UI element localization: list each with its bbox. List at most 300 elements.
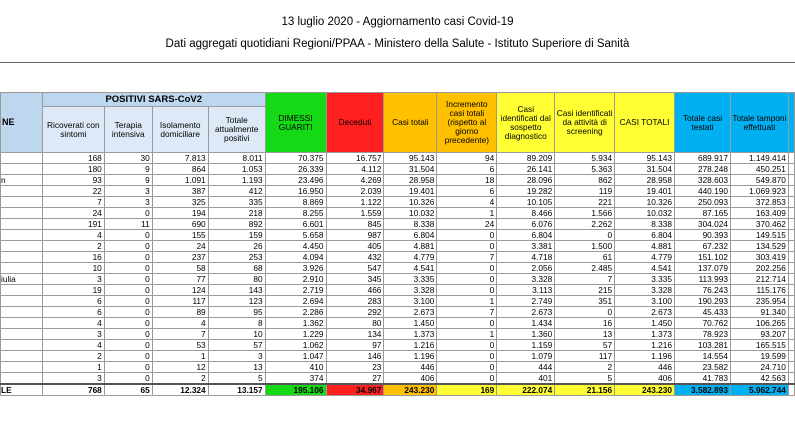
value-cell: 149.515	[730, 230, 788, 241]
value-cell: 2.673	[384, 307, 437, 318]
value-cell: 283	[326, 296, 384, 307]
region-cell	[1, 285, 43, 296]
table-row	[1, 362, 795, 373]
value-cell: 6	[42, 296, 104, 307]
value-cell: 0	[104, 285, 152, 296]
value-cell: 10	[42, 263, 104, 274]
value-cell: 2.286	[265, 307, 326, 318]
value-cell: 42.563	[730, 373, 788, 385]
header-casi-totali-2: CASI TOTALI	[615, 93, 675, 153]
value-cell: 146	[326, 351, 384, 362]
table-row	[1, 186, 795, 197]
value-cell: 0	[104, 230, 152, 241]
value-cell: 444	[497, 362, 555, 373]
value-cell: 1.196	[615, 351, 675, 362]
value-cell: 2.694	[265, 296, 326, 307]
value-cell: 278.248	[675, 164, 731, 175]
value-cell: 14.554	[675, 351, 731, 362]
cut-off-cell	[788, 296, 794, 307]
value-cell: 1	[437, 329, 497, 340]
value-cell: 4	[152, 318, 208, 329]
value-cell: 2	[42, 351, 104, 362]
value-cell: 3.335	[384, 274, 437, 285]
value-cell: 0	[555, 307, 615, 318]
region-cell: iulia	[1, 274, 43, 285]
value-cell: 446	[615, 362, 675, 373]
value-cell: 10.105	[497, 197, 555, 208]
value-cell: 237	[152, 252, 208, 263]
value-cell: 155	[152, 230, 208, 241]
table-row	[1, 274, 795, 285]
value-cell: 215	[555, 285, 615, 296]
cut-off-cell	[788, 384, 794, 396]
total-cell: 222.074	[497, 384, 555, 396]
value-cell: 6.804	[384, 230, 437, 241]
value-cell: 16.757	[326, 153, 384, 164]
value-cell: 61	[555, 252, 615, 263]
table-row	[1, 219, 795, 230]
value-cell: 5	[555, 373, 615, 385]
total-cell: 12.324	[152, 384, 208, 396]
value-cell: 0	[104, 274, 152, 285]
value-cell: 0	[437, 373, 497, 385]
value-cell: 406	[384, 373, 437, 385]
value-cell: 8.338	[615, 219, 675, 230]
cut-off-cell	[788, 230, 794, 241]
table-row	[1, 340, 795, 351]
header-sospetto: Casi identificati dal sospetto diagnostico	[497, 93, 555, 153]
cut-off-cell	[788, 307, 794, 318]
value-cell: 1.229	[265, 329, 326, 340]
value-cell: 103.281	[675, 340, 731, 351]
total-cell: 13.157	[208, 384, 265, 396]
value-cell: 1.360	[497, 329, 555, 340]
value-cell: 194	[152, 208, 208, 219]
value-cell: 1.159	[497, 340, 555, 351]
value-cell: 24	[437, 219, 497, 230]
region-cell	[1, 307, 43, 318]
value-cell: 4	[42, 318, 104, 329]
value-cell: 106.265	[730, 318, 788, 329]
value-cell: 8.011	[208, 153, 265, 164]
value-cell: 190.293	[675, 296, 731, 307]
value-cell: 3.113	[497, 285, 555, 296]
value-cell: 23	[326, 362, 384, 373]
total-cell: 243.230	[384, 384, 437, 396]
value-cell: 19	[42, 285, 104, 296]
value-cell: 70.762	[675, 318, 731, 329]
value-cell: 1.047	[265, 351, 326, 362]
value-cell: 406	[615, 373, 675, 385]
value-cell: 89	[152, 307, 208, 318]
value-cell: 22	[42, 186, 104, 197]
region-cell	[1, 197, 43, 208]
region-cell	[1, 351, 43, 362]
cut-off-cell	[788, 153, 794, 164]
value-cell: 87.165	[675, 208, 731, 219]
value-cell: 440.190	[675, 186, 731, 197]
value-cell: 26	[208, 241, 265, 252]
value-cell: 0	[437, 263, 497, 274]
value-cell: 134.529	[730, 241, 788, 252]
value-cell: 0	[437, 241, 497, 252]
value-cell: 26.141	[497, 164, 555, 175]
value-cell: 862	[555, 175, 615, 186]
value-cell: 0	[104, 307, 152, 318]
value-cell: 5	[208, 373, 265, 385]
value-cell: 0	[104, 362, 152, 373]
value-cell: 0	[555, 230, 615, 241]
table-row	[1, 373, 795, 385]
value-cell: 24	[42, 208, 104, 219]
value-cell: 151.102	[675, 252, 731, 263]
value-cell: 7	[152, 329, 208, 340]
value-cell: 3.335	[615, 274, 675, 285]
value-cell: 3	[42, 373, 104, 385]
value-cell: 864	[152, 164, 208, 175]
cut-off-cell	[788, 285, 794, 296]
table-row	[1, 252, 795, 263]
value-cell: 690	[152, 219, 208, 230]
cut-off-cell	[788, 329, 794, 340]
table-row	[1, 241, 795, 252]
value-cell: 31.504	[384, 164, 437, 175]
cut-off-cell	[788, 318, 794, 329]
value-cell: 28.096	[497, 175, 555, 186]
region-cell	[1, 241, 43, 252]
value-cell: 1	[42, 362, 104, 373]
value-cell: 6.601	[265, 219, 326, 230]
value-cell: 892	[208, 219, 265, 230]
value-cell: 335	[208, 197, 265, 208]
value-cell: 405	[326, 241, 384, 252]
value-cell: 0	[104, 340, 152, 351]
region-cell	[1, 230, 43, 241]
value-cell: 9	[104, 175, 152, 186]
region-cell	[1, 318, 43, 329]
value-cell: 0	[104, 252, 152, 263]
value-cell: 180	[42, 164, 104, 175]
value-cell: 0	[437, 351, 497, 362]
value-cell: 89.209	[497, 153, 555, 164]
value-cell: 372.853	[730, 197, 788, 208]
value-cell: 30	[104, 153, 152, 164]
value-cell: 370.462	[730, 219, 788, 230]
region-cell	[1, 296, 43, 307]
total-cell: 34.967	[326, 384, 384, 396]
value-cell: 235.954	[730, 296, 788, 307]
value-cell: 1.091	[152, 175, 208, 186]
value-cell: 0	[437, 274, 497, 285]
value-cell: 137.079	[675, 263, 731, 274]
value-cell: 4.269	[326, 175, 384, 186]
value-cell: 0	[104, 351, 152, 362]
value-cell: 191	[42, 219, 104, 230]
header-screening: Casi identificati da attività di screening	[555, 93, 615, 153]
value-cell: 0	[437, 285, 497, 296]
value-cell: 4.094	[265, 252, 326, 263]
value-cell: 6	[437, 186, 497, 197]
value-cell: 0	[437, 340, 497, 351]
value-cell: 10.326	[384, 197, 437, 208]
value-cell: 27	[326, 373, 384, 385]
total-label: LE	[1, 384, 43, 396]
value-cell: 115.176	[730, 285, 788, 296]
value-cell: 3.328	[615, 285, 675, 296]
value-cell: 4	[42, 230, 104, 241]
value-cell: 1.196	[384, 351, 437, 362]
value-cell: 95.143	[384, 153, 437, 164]
value-cell: 58	[152, 263, 208, 274]
value-cell: 987	[326, 230, 384, 241]
value-cell: 8.255	[265, 208, 326, 219]
value-cell: 1.069.923	[730, 186, 788, 197]
value-cell: 446	[384, 362, 437, 373]
value-cell: 77	[152, 274, 208, 285]
value-cell: 90.393	[675, 230, 731, 241]
value-cell: 19.599	[730, 351, 788, 362]
region-cell	[1, 164, 43, 175]
value-cell: 1.193	[208, 175, 265, 186]
value-cell: 124	[152, 285, 208, 296]
value-cell: 450.251	[730, 164, 788, 175]
region-cell	[1, 362, 43, 373]
table-row	[1, 230, 795, 241]
value-cell: 28.958	[615, 175, 675, 186]
value-cell: 689.917	[675, 153, 731, 164]
value-cell: 23.582	[675, 362, 731, 373]
value-cell: 387	[152, 186, 208, 197]
value-cell: 1.373	[615, 329, 675, 340]
value-cell: 2.673	[497, 307, 555, 318]
value-cell: 5.658	[265, 230, 326, 241]
value-cell: 432	[326, 252, 384, 263]
value-cell: 6.804	[615, 230, 675, 241]
value-cell: 1.566	[555, 208, 615, 219]
table-row	[1, 164, 795, 175]
value-cell: 4	[42, 340, 104, 351]
table-row	[1, 197, 795, 208]
value-cell: 8.338	[384, 219, 437, 230]
value-cell: 351	[555, 296, 615, 307]
value-cell: 8.869	[265, 197, 326, 208]
value-cell: 67.232	[675, 241, 731, 252]
total-cell: 21.156	[555, 384, 615, 396]
value-cell: 410	[265, 362, 326, 373]
region-cell	[1, 186, 43, 197]
value-cell: 19.282	[497, 186, 555, 197]
value-cell: 31.504	[615, 164, 675, 175]
table-row	[1, 307, 795, 318]
total-row	[1, 384, 795, 396]
value-cell: 7	[437, 252, 497, 263]
value-cell: 3.100	[615, 296, 675, 307]
value-cell: 4.779	[384, 252, 437, 263]
cut-off-cell	[788, 274, 794, 285]
cut-off-cell	[788, 362, 794, 373]
value-cell: 2.056	[497, 263, 555, 274]
table-row	[1, 208, 795, 219]
value-cell: 328.603	[675, 175, 731, 186]
value-cell: 5.363	[555, 164, 615, 175]
value-cell: 1.450	[615, 318, 675, 329]
value-cell: 1.122	[326, 197, 384, 208]
value-cell: 0	[437, 230, 497, 241]
header-deceduti: Deceduti	[326, 93, 384, 153]
value-cell: 19.401	[615, 186, 675, 197]
value-cell: 212.714	[730, 274, 788, 285]
value-cell: 0	[437, 318, 497, 329]
value-cell: 10.326	[615, 197, 675, 208]
value-cell: 2	[42, 241, 104, 252]
value-cell: 250.093	[675, 197, 731, 208]
value-cell: 3	[208, 351, 265, 362]
value-cell: 2.719	[265, 285, 326, 296]
value-cell: 3	[42, 329, 104, 340]
value-cell: 7.813	[152, 153, 208, 164]
cut-off-cell	[788, 241, 794, 252]
table-row	[1, 263, 795, 274]
value-cell: 374	[265, 373, 326, 385]
value-cell: 1.450	[384, 318, 437, 329]
value-cell: 16.950	[265, 186, 326, 197]
value-cell: 4.450	[265, 241, 326, 252]
value-cell: 549.870	[730, 175, 788, 186]
value-cell: 1.149.414	[730, 153, 788, 164]
value-cell: 325	[152, 197, 208, 208]
total-cell: 5.962.744	[730, 384, 788, 396]
value-cell: 11	[104, 219, 152, 230]
value-cell: 28.958	[384, 175, 437, 186]
value-cell: 9	[104, 164, 152, 175]
value-cell: 0	[104, 241, 152, 252]
header-dimessi: DIMESSI GUARITI	[265, 93, 326, 153]
table-row	[1, 329, 795, 340]
cut-off-cell	[788, 208, 794, 219]
value-cell: 93.207	[730, 329, 788, 340]
page-title: 13 luglio 2020 - Aggiornamento casi Covid-19	[281, 16, 514, 28]
table-row	[1, 285, 795, 296]
header-ricoverati: Ricoverati con sintomi	[42, 107, 104, 153]
value-cell: 6.076	[497, 219, 555, 230]
region-header: NE	[1, 93, 43, 153]
value-cell: 78.923	[675, 329, 731, 340]
value-cell: 95.143	[615, 153, 675, 164]
value-cell: 24.710	[730, 362, 788, 373]
header-casi-testati: Totale casi testati	[675, 93, 731, 153]
value-cell: 1.053	[208, 164, 265, 175]
cut-off-cell	[788, 373, 794, 385]
header-totale-positivi: Totale attualmente positivi	[208, 107, 265, 153]
value-cell: 80	[208, 274, 265, 285]
header-cut-off	[788, 93, 794, 153]
value-cell: 2	[555, 362, 615, 373]
value-cell: 0	[104, 208, 152, 219]
total-cell: 195.106	[265, 384, 326, 396]
positivi-group-header: POSITIVI SARS-CoV2	[42, 93, 265, 107]
region-cell	[1, 373, 43, 385]
value-cell: 7	[42, 197, 104, 208]
table-row	[1, 318, 795, 329]
header-incremento: Incremento casi totali (rispetto al giorno precedente)	[437, 93, 497, 153]
value-cell: 13	[208, 362, 265, 373]
total-cell: 65	[104, 384, 152, 396]
value-cell: 3	[104, 197, 152, 208]
value-cell: 91.340	[730, 307, 788, 318]
value-cell: 0	[104, 373, 152, 385]
cut-off-cell	[788, 340, 794, 351]
value-cell: 168	[42, 153, 104, 164]
value-cell: 143	[208, 285, 265, 296]
value-cell: 304.024	[675, 219, 731, 230]
total-cell: 243.230	[615, 384, 675, 396]
value-cell: 8.466	[497, 208, 555, 219]
value-cell: 16	[42, 252, 104, 263]
value-cell: 345	[326, 274, 384, 285]
value-cell: 2.262	[555, 219, 615, 230]
value-cell: 2.673	[615, 307, 675, 318]
value-cell: 70.375	[265, 153, 326, 164]
value-cell: 10.032	[384, 208, 437, 219]
value-cell: 1.216	[384, 340, 437, 351]
value-cell: 12	[152, 362, 208, 373]
value-cell: 466	[326, 285, 384, 296]
value-cell: 26.339	[265, 164, 326, 175]
value-cell: 3.926	[265, 263, 326, 274]
covid-data-table	[0, 92, 795, 396]
value-cell: 76.243	[675, 285, 731, 296]
value-cell: 221	[555, 197, 615, 208]
value-cell: 1.062	[265, 340, 326, 351]
header-tamponi: Totale tamponi effettuati	[730, 93, 788, 153]
value-cell: 4	[437, 197, 497, 208]
value-cell: 412	[208, 186, 265, 197]
region-cell	[1, 263, 43, 274]
value-cell: 41.783	[675, 373, 731, 385]
total-cell: 768	[42, 384, 104, 396]
value-cell: 1.559	[326, 208, 384, 219]
value-cell: 94	[437, 153, 497, 164]
value-cell: 401	[497, 373, 555, 385]
value-cell: 10.032	[615, 208, 675, 219]
value-cell: 1.216	[615, 340, 675, 351]
value-cell: 6.804	[497, 230, 555, 241]
value-cell: 0	[104, 263, 152, 274]
divider	[0, 62, 795, 63]
value-cell: 3	[42, 274, 104, 285]
value-cell: 3.100	[384, 296, 437, 307]
value-cell: 119	[555, 186, 615, 197]
value-cell: 4.718	[497, 252, 555, 263]
value-cell: 97	[326, 340, 384, 351]
region-cell	[1, 219, 43, 230]
value-cell: 6	[42, 307, 104, 318]
total-cell: 169	[437, 384, 497, 396]
value-cell: 7	[555, 274, 615, 285]
value-cell: 159	[208, 230, 265, 241]
value-cell: 80	[326, 318, 384, 329]
table-row	[1, 296, 795, 307]
value-cell: 6	[437, 164, 497, 175]
value-cell: 45.433	[675, 307, 731, 318]
value-cell: 165.515	[730, 340, 788, 351]
value-cell: 3.328	[497, 274, 555, 285]
value-cell: 1.373	[384, 329, 437, 340]
value-cell: 93	[42, 175, 104, 186]
cut-off-cell	[788, 175, 794, 186]
value-cell: 3.381	[497, 241, 555, 252]
value-cell: 4.541	[615, 263, 675, 274]
